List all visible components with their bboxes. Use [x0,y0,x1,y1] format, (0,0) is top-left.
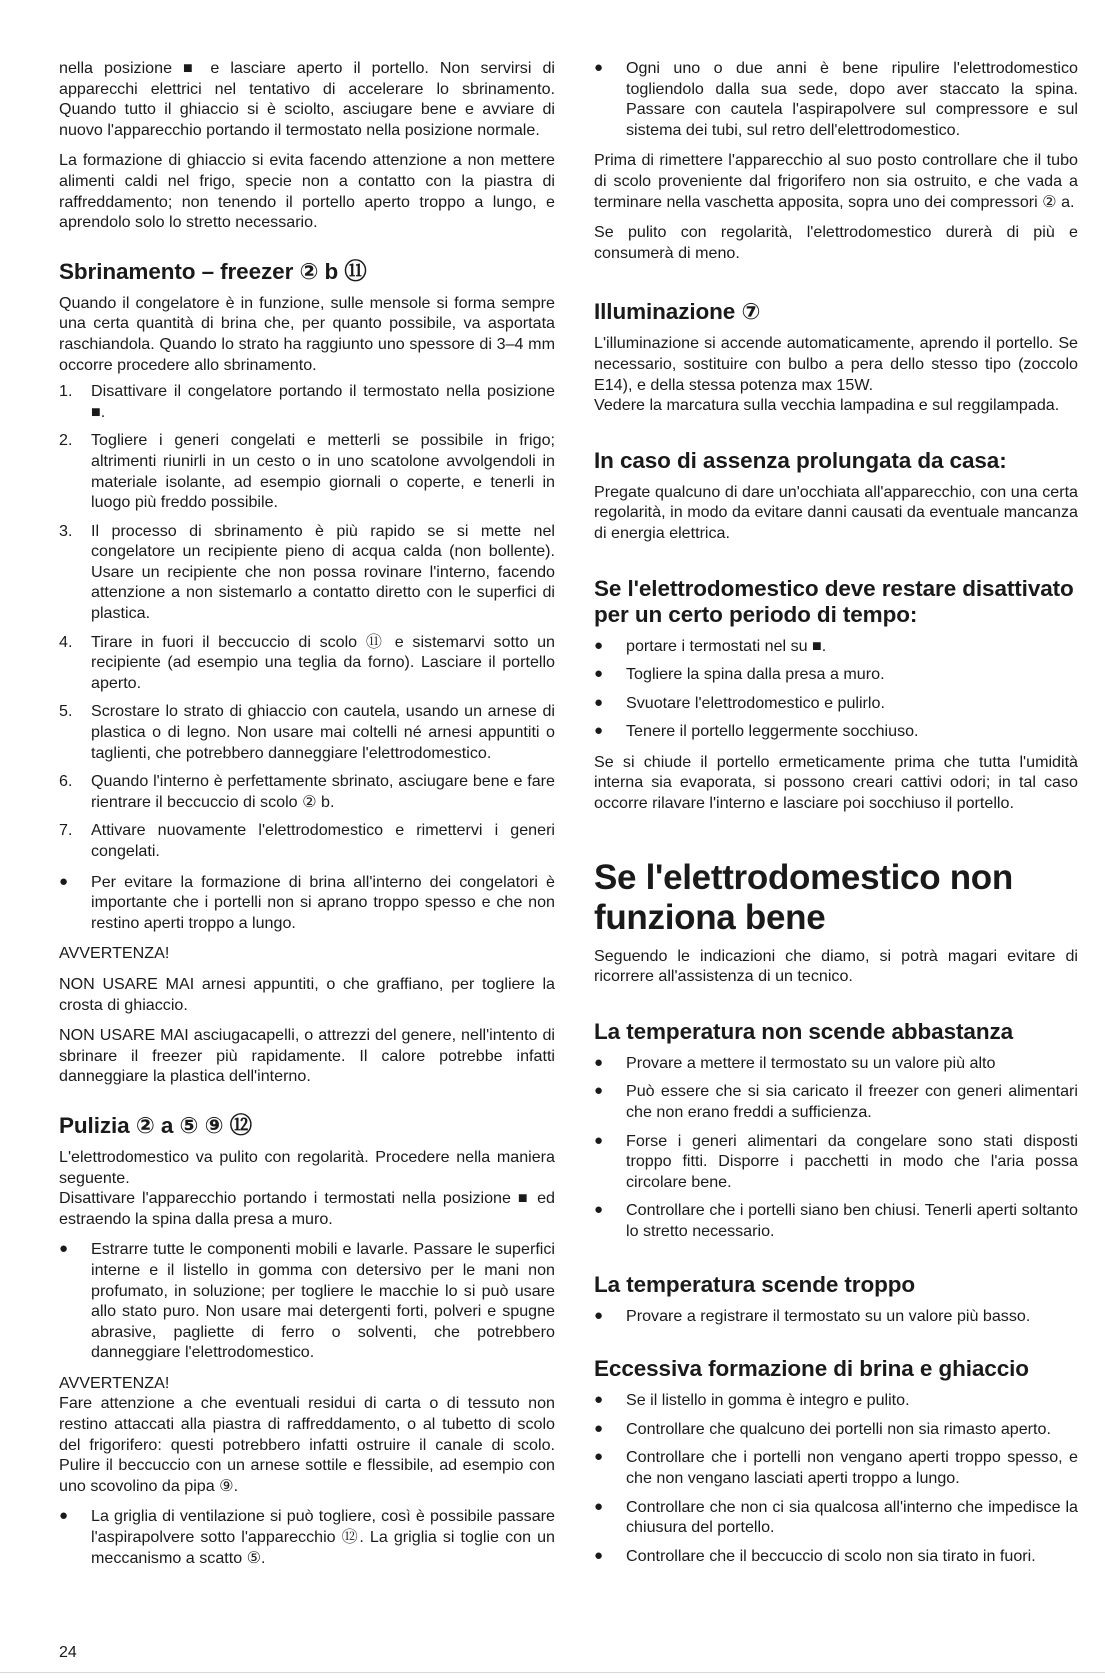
bullet-list [59,1239,555,1363]
bullet-icon: ● [59,872,69,890]
paragraph: Disattivare l'apparecchio portando i termostati nella posizione ■ ed estraendo la spina dalla presa a muro. [59,1189,555,1228]
list-item: ● portare i termostati nel su ■. [594,636,827,655]
list-item: ● Estrarre tutte le componenti mobili e lavarle. Passare le superfici interne e il listello in gomma con detersivo per le mani non profumato, in soluzione; per togliere le macchie lo si può usare allo stato puro. Non usare mai detergenti forti, polveri e spugne abrasive, pagliette di ferro o solventi, che potrebbero danneggiare l'elettrodomestico. [59,1240,555,1362]
list-item: ● Provare a mettere il termostato su un valore più alto [594,1053,996,1072]
list-item: ● Controllare che i portelli non vengano aperti troppo spesso, e che non vengano lasciati aperti troppo a lungo. [594,1448,1078,1487]
step-text: Togliere i generi congelati e metterli se possibile in frigo; altrimenti riunirli in un cesto o in uno scatolone avvolgendoli in materiale isolante, ad esempio giornali o coperte, e tenerli in luogo più freddo possibile. [91,431,555,512]
bullet-icon: ● [594,693,604,711]
warning-label: AVVERTENZA! [59,944,170,963]
bullet-list [594,636,1078,742]
paragraph: La formazione di ghiaccio si evita facendo attenzione a non mettere alimenti caldi nel frigo, specie non a contatto con la piastra di raffreddamento; non tenendo il portello aperto troppo a lungo, e aprendolo solo lo stretto necessario. [59,151,555,232]
list-item: ● Forse i generi alimentari da congelare sono stati disposti troppo fitti. Disporre i pacchetti in modo che l'aria possa circolare bene. [594,1131,1078,1191]
list-item [59,430,555,512]
bullet-list [59,1506,555,1568]
bullet-icon: ● [594,1131,604,1149]
section-heading-disattivato: Se l'elettrodomestico deve restare disattivato per un certo periodo di tempo: [594,575,1074,627]
paragraph: nella posizione ■ e lasciare aperto il portello. Non servirsi di apparecchi elettrici nel tentativo di accelerare lo sbrinamento. Quando tutto il ghiaccio si è sciolto, asciugare bene e avviare di nuovo l'apparecchio portando il termostato nella posizione normale. [59,59,555,139]
paragraph: L'elettrodomestico va pulito con regolarità. Procedere nella maniera seguente. [59,1147,555,1187]
list-item: ● Controllare che qualcuno dei portelli non sia rimasto aperto. [594,1419,1051,1438]
right-column [594,58,1078,1576]
step-number: 1. [59,382,73,401]
paragraph: Seguendo le indicazioni che diamo, si potrà magari evitare di ricorrere all'assistenza di un tecnico. [594,946,1078,986]
divider [0,1672,1105,1673]
paragraph: Se si chiude il portello ermeticamente prima che tutta l'umidità interna sia evaporata, si possono creari cattivi odori; in tal caso occorre rilavare l'interno e lasciare poi socchiuso il portello. [594,752,1078,813]
bullet-icon: ● [594,665,604,683]
list-item [59,381,555,422]
bullet-icon: ● [594,1306,604,1324]
paragraph: NON USARE MAI asciugacapelli, o attrezzi del genere, nell'intento di sbrinare il freezer più rapidamente. Il calore potrebbe infatti danneggiare la plastica dell'interno. [59,1026,555,1086]
list-item [59,701,555,763]
chapter-heading: Se l'elettrodomestico non funziona bene [594,857,1013,937]
bullet-icon: ● [594,1419,604,1437]
bullet-list [594,1306,1078,1327]
step-text: Il processo di sbrinamento è più rapido se si mette nel congelatore un recipiente pieno di acqua calda (non bollente). Usare un recipiente che non possa rovinare l'interno, facendo attenzione a non sistemarlo a contatto diretto con le superfici di plastica. [91,521,555,623]
list-item: ● Tenere il portello leggermente socchiuso. [594,722,919,741]
section-heading-brina: Eccessiva formazione di brina e ghiaccio [594,1356,1029,1382]
paragraph: Fare attenzione a che eventuali residui di carta o di tessuto non restino attaccati alla piastra di raffreddamento, o al tubetto di scolo del frigorifero: questi potrebbero infatti ostruire il canale di scolo. Pulire il beccuccio con un arnese sottile e flessibile, ad esempio con uno scovolino da pipa ⑨. [59,1394,555,1495]
section-heading-assenza: In caso di assenza prolungata da casa: [594,447,1007,473]
list-item [59,820,555,861]
list-item: ● Ogni uno o due anni è bene ripulire l'elettrodomestico togliendolo dalla sua sede, dopo aver staccato la spina. Passare con cautela l'aspirapolvere sul compressore e sul sistema dei tubi, sul retro dell'elettrodomestico. [594,59,1078,139]
bullet-icon: ● [594,1201,604,1219]
bullet-icon: ● [594,636,604,654]
list-item [59,521,555,624]
paragraph: Vedere la marcatura sulla vecchia lampadina e sul reggilampada. [594,396,1060,415]
section-heading-temperatura-alta: La temperatura non scende abbastanza [594,1018,1014,1044]
bullet-icon: ● [594,1053,604,1071]
list-item: ● Controllare che i portelli siano ben chiusi. Tenerli aperti soltanto lo stretto necessario. [594,1201,1078,1240]
list-item: ● Per evitare la formazione di brina all'interno dei congelatori è importante che i portelli non si aprano troppo spesso e che non restino aperti troppo a lungo. [59,872,555,932]
step-number: 4. [59,632,73,651]
bullet-list [59,872,555,934]
step-text: Quando l'interno è perfettamente sbrinato, asciugare bene e fare rientrare il beccuccio di scolo ② b. [91,772,555,811]
step-text: Attivare nuovamente l'elettrodomestico e rimettervi i generi congelati. [91,821,555,860]
step-text: Disattivare il congelatore portando il termostato nella posizione ■. [91,382,555,421]
paragraph: Quando il congelatore è in funzione, sulle mensole si forma sempre una certa quantità di brina che, per quanto possibile, va asportata raschiandola. Quando lo strato ha raggiunto uno spessore di 3–4 mm occorre procedere allo sbrinamento. [59,293,555,374]
bullet-list [594,58,1078,140]
step-text: Tirare in fuori il beccuccio di scolo ⑪ e sistemarvi sotto un recipiente (ad esempio una teglia da forno). Lasciare il portello aperto. [91,632,555,692]
bullet-icon: ● [594,1448,604,1466]
bullet-icon: ● [59,1240,69,1258]
list-item: ● Svuotare l'elettrodomestico e pulirlo. [594,693,885,712]
step-text: Scrostare lo strato di ghiaccio con cautela, usando un arnese di plastica o di legno. Non usare mai coltelli né arnesi appuntiti o taglienti, che potrebbero danneggiare l'elettrodomestico. [91,702,555,762]
left-column [59,58,555,1578]
list-item: ● Provare a registrare il termostato su un valore più basso. [594,1306,1031,1325]
list-item: ● Togliere la spina dalla presa a muro. [594,665,885,684]
list-item: ● La griglia di ventilazione si può togliere, così è possibile passare l'aspirapolvere sotto l'apparecchio ⑫. La griglia si toglie con un meccanismo a scatto ⑤. [59,1507,555,1567]
warning-label: AVVERTENZA! [59,1373,170,1392]
list-item: ● Può essere che si sia caricato il freezer con generi alimentari che non erano freddi a sufficienza. [594,1082,1078,1122]
list-item [59,632,555,694]
section-heading-pulizia: Pulizia ② a ⑤ ⑨ ⑫ [59,1112,252,1138]
paragraph: L'illuminazione si accende automaticamente, aprendo il portello. Se necessario, sostituire con bulbo a pera dello stesso tipo (zoccolo E14), e della stessa potenza max 15W. [594,334,1078,394]
step-number: 7. [59,821,73,840]
bullet-icon: ● [594,1082,604,1100]
list-item: ● Controllare che il beccuccio di scolo non sia tirato in fuori. [594,1546,1036,1565]
bullet-icon: ● [594,1391,604,1409]
list-item [59,771,555,812]
list-item: ● Controllare che non ci sia qualcosa all'interno che impedisce la chiusura del portello. [594,1497,1078,1537]
defrost-steps-list [59,381,555,861]
bullet-icon: ● [594,1497,604,1515]
bullet-icon: ● [594,1546,604,1564]
bullet-icon: ● [59,1507,69,1525]
step-number: 3. [59,521,73,540]
bullet-list [594,1053,1078,1242]
step-number: 5. [59,702,73,721]
paragraph: Prima di rimettere l'apparecchio al suo posto controllare che il tubo di scolo proveniente dal frigorifero non sia ostruito, e che vada a terminare nella vaschetta apposita, sopra uno dei compressori ② a. [594,151,1078,211]
section-heading-sbrinamento: Sbrinamento – freezer ② b ⑪ [59,258,367,284]
paragraph: Pregate qualcuno di dare un'occhiata all'apparecchio, con una certa regolarità, in modo da evitare danni causati da eventuale mancanza di energia elettrica. [594,482,1078,542]
paragraph: Se pulito con regolarità, l'elettrodomestico durerà di più e consumerà di meno. [594,223,1078,262]
step-number: 6. [59,772,73,791]
bullet-list [594,1390,1078,1566]
paragraph: NON USARE MAI arnesi appuntiti, o che graffiano, per togliere la crosta di ghiaccio. [59,974,555,1014]
bullet-icon: ● [594,722,604,740]
bullet-icon: ● [594,59,604,76]
section-heading-illuminazione: Illuminazione ⑦ [594,299,761,325]
section-heading-temperatura-bassa: La temperatura scende troppo [594,1271,916,1297]
page-number: 24 [59,1644,77,1661]
step-number: 2. [59,431,73,450]
list-item: ● Se il listello in gomma è integro e pulito. [594,1391,910,1410]
